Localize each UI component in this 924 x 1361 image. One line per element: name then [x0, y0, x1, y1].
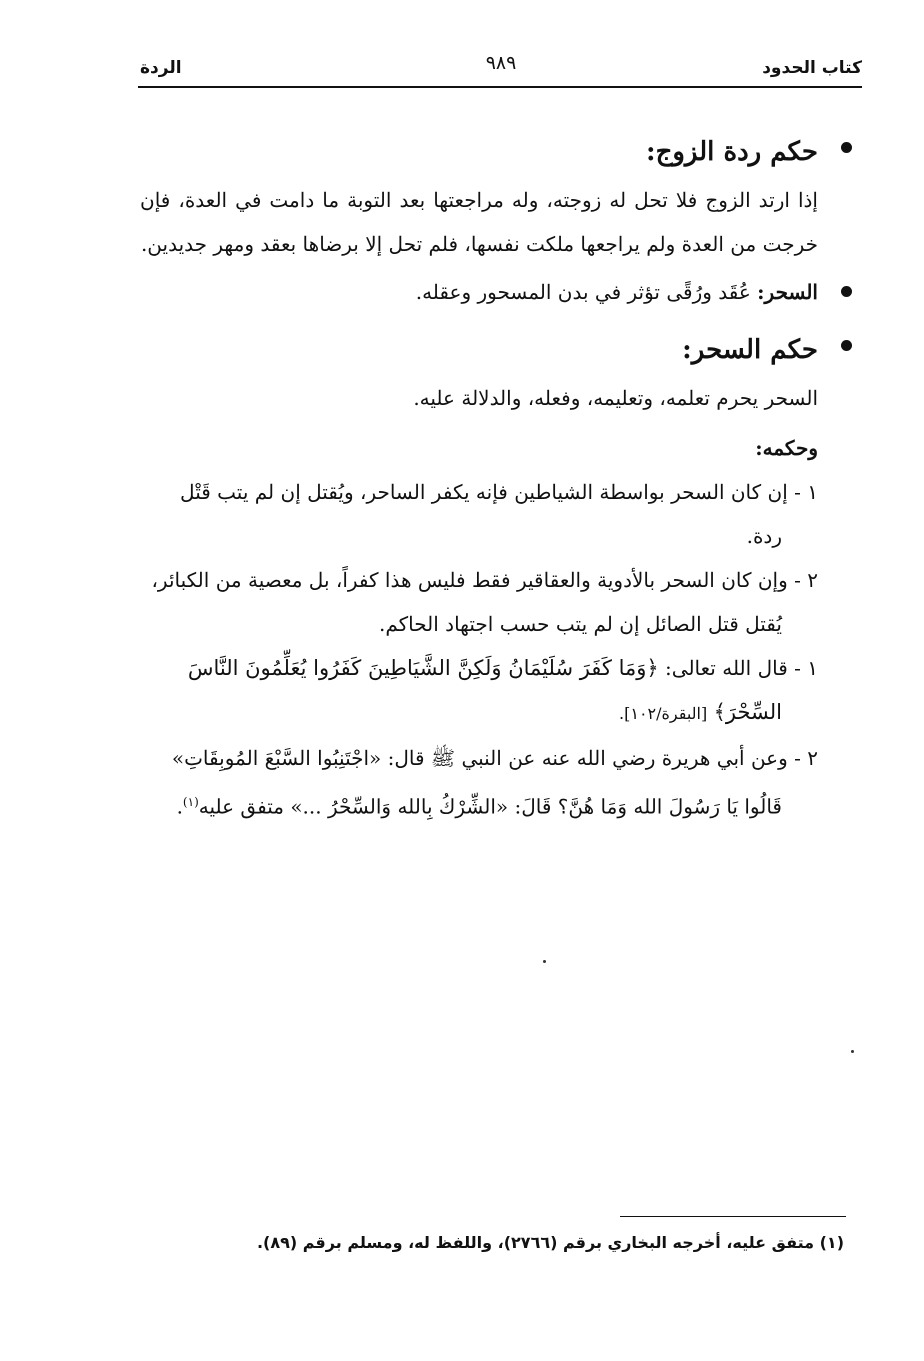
footnote-divider: [620, 1216, 846, 1217]
evidence-item: [140, 736, 818, 829]
verse-reference: [البقرة/١٠٢].: [619, 704, 708, 723]
main-text: [140, 120, 818, 829]
definition-text: عُقَد ورُقًى تؤثر في بدن المسحور وعقله.: [415, 280, 751, 304]
definition-term: السحر:: [757, 280, 818, 304]
item-text: وإن كان السحر بالأدوية والعقاقير فقط فليس هذا كفراً، بل معصية من الكبائر، يُقتل قتل الصائل إن لم يتب حسب اجتهاد الحاكم.: [151, 568, 788, 636]
magic-definition: [140, 270, 818, 314]
item-number: ١ -: [794, 656, 818, 680]
spouse-apostasy-ruling: إذا ارتد الزوج فلا تحل له زوجته، وله مراجعتها بعد التوبة ما دامت في العدة، فإن خرجت من العدة ولم يراجعها ملكت نفسها، فلم تحل إلا برضاها بعقد ومهر جديدين.: [140, 188, 818, 256]
book-title: كتاب الحدود: [762, 58, 862, 78]
bullet-icon: [841, 286, 852, 297]
list-item: [140, 470, 818, 558]
bullet-icon: [841, 142, 852, 153]
item-number: ٢ -: [794, 568, 818, 592]
verse-intro: قال الله تعالى:: [665, 656, 788, 680]
magic-judgment-subheading: وحكمه:: [755, 436, 818, 460]
item-number: ١ -: [794, 480, 818, 504]
quran-verse: ﴿وَمَا كَفَرَ سُلَيْمَانُ وَلَكِنَّ الشَّيَاطِينَ كَفَرُوا يُعَلِّمُونَ النَّاسَ السِّحْرَ﴾: [187, 656, 782, 724]
evidence-item: [140, 646, 818, 736]
item-number: ٢ -: [794, 746, 818, 770]
magic-ruling-text: السحر يحرم تعلمه، وتعليمه، وفعله، والدلالة عليه.: [413, 386, 818, 410]
page-number: ٩٨٩: [485, 52, 517, 74]
print-speck: [851, 1050, 854, 1053]
chapter-title: الردة: [140, 58, 182, 78]
hadith-text: وعن أبي هريرة رضي الله عنه عن النبي ﷺ قال: «اجْتَنِبُوا السَّبْعَ المُوبِقَاتِ» قَالُوا يَا رَسُولَ الله وَمَا هُنَّ؟ قَالَ: «الشِّرْكُ بِالله وَالسِّحْرُ ...» متفق عليه: [171, 746, 788, 819]
header-divider: [138, 86, 862, 88]
bullet-icon: [841, 340, 852, 351]
hadith-end: .: [176, 794, 183, 819]
item-text: إن كان السحر بواسطة الشياطين فإنه يكفر الساحر، ويُقتل إن لم يتب قَتْل ردة.: [180, 480, 788, 548]
list-item: [140, 558, 818, 646]
print-speck: [543, 960, 546, 963]
footnote-marker[interactable]: (١): [182, 795, 199, 809]
footnote: (١) متفق عليه، أخرجه البخاري برقم (٢٧٦٦)، واللفظ له، ومسلم برقم (٨٩).: [256, 1233, 844, 1252]
section-heading-spouse-apostasy: حكم ردة الزوج:: [140, 126, 818, 178]
section-heading-magic-ruling: حكم السحر:: [140, 324, 818, 376]
